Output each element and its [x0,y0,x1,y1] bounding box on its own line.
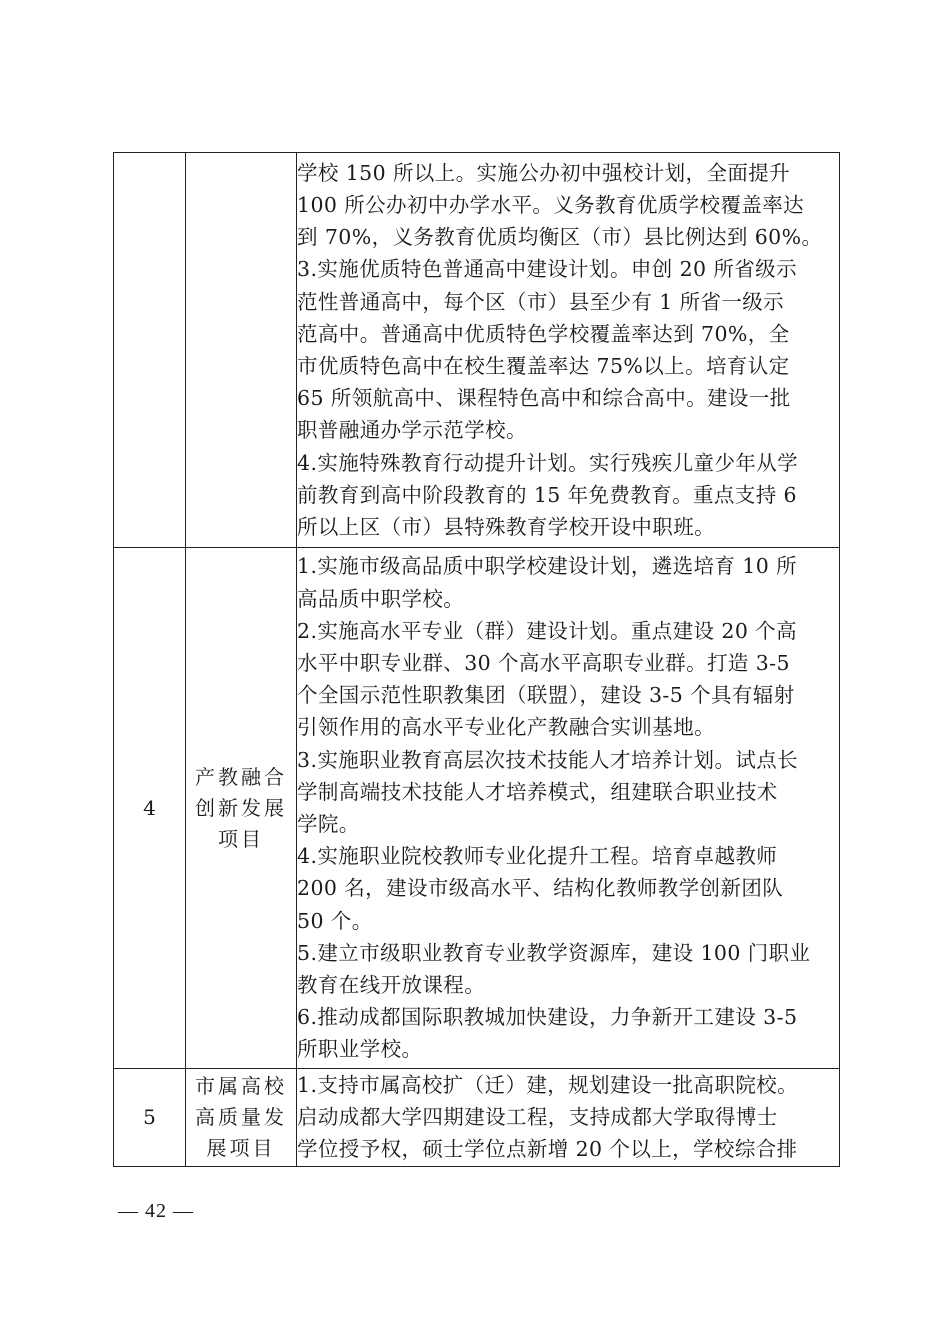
content-line: 学位授予权，硕士学位点新增 20 个以上，学校综合排 [297,1137,798,1162]
content-line: 前教育到高中阶段教育的 15 年免费教育。重点支持 6 [297,482,797,507]
page-number: — 42 — [118,1200,194,1222]
project-table [113,152,840,1167]
content-line: 4.实施特殊教育行动提升计划。实行残疾儿童少年从学 [297,450,799,475]
project-name [186,548,297,1069]
content-line: 学院。 [297,812,360,836]
content-line: 5.建立市级职业教育专业教学资源库，建设 100 门职业 [297,940,811,965]
project-content [297,153,840,548]
content-line: 1.实施市级高品质中职学校建设计划，遴选培育 10 所 [297,554,797,579]
content-line: 水平中职专业群、30 个高水平高职专业群。打造 3-5 [297,650,790,675]
content-line: 3.实施优质特色普通高中建设计划。申创 20 所省级示 [297,257,797,282]
content-line: 学校 150 所以上。实施公办初中强校计划，全面提升 [297,160,791,185]
content-line: 职普融通办学示范学校。 [297,418,527,443]
content-line: 所职业学校。 [297,1037,423,1062]
row-number: 4 [114,548,186,1069]
content-line: 65 所领航高中、课程特色高中和综合高中。建设一批 [297,386,791,411]
project-name [186,1069,297,1167]
project-name-line: 项目 [218,826,264,851]
table-row [114,1069,840,1167]
content-line: 高品质中职学校。 [297,586,465,611]
content-line: 到 70%，义务教育优质均衡区（市）县比例达到 60%。 [297,225,823,250]
content-line: 个全国示范性职教集团（联盟），建设 3-5 个具有辐射 [297,683,795,708]
project-content [297,548,840,1069]
content-line: 范高中。普通高中优质特色学校覆盖率达到 70%，全 [297,321,790,346]
content-line: 100 所公办初中办学水平。义务教育优质学校覆盖率达 [297,192,805,217]
content-line: 4.实施职业院校教师专业化提升工程。培育卓越教师 [297,844,778,869]
project-name-line: 产教融合 [195,764,287,789]
content-line: 学制高端技术技能人才培养模式，组建联合职业技术 [297,779,778,804]
content-line: 所以上区（市）县特殊教育学校开设中职班。 [297,515,715,540]
row-number: 5 [114,1069,186,1167]
project-name-line: 市属高校 [195,1073,287,1098]
content-line: 教育在线开放课程。 [297,973,486,998]
content-line: 1.支持市属高校扩（迁）建，规划建设一批高职院校。 [297,1073,799,1097]
content-line: 引领作用的高水平专业化产教融合实训基地。 [297,715,715,740]
content-line: 50 个。 [297,908,373,933]
content-line: 启动成都大学四期建设工程，支持成都大学取得博士 [297,1105,778,1130]
table-row [114,548,840,1069]
project-name [186,153,297,548]
project-content [297,1069,840,1167]
project-name-line: 创新发展 [195,795,287,820]
table-row [114,153,840,548]
row-number [114,153,186,548]
project-name-line: 高质量发 [195,1104,287,1129]
content-line: 范性普通高中，每个区（市）县至少有 1 所省一级示 [297,289,785,314]
content-line: 200 名，建设市级高水平、结构化教师教学创新团队 [297,876,784,901]
content-line: 6.推动成都国际职教城加快建设，力争新开工建设 3-5 [297,1005,798,1030]
content-line: 市优质特色高中在校生覆盖率达 75%以上。培育认定 [297,354,790,378]
content-line: 3.实施职业教育高层次技术技能人才培养计划。试点长 [297,747,799,772]
content-line: 2.实施高水平专业（群）建设计划。重点建设 20 个高 [297,618,797,643]
project-name-line: 展项目 [206,1135,276,1160]
